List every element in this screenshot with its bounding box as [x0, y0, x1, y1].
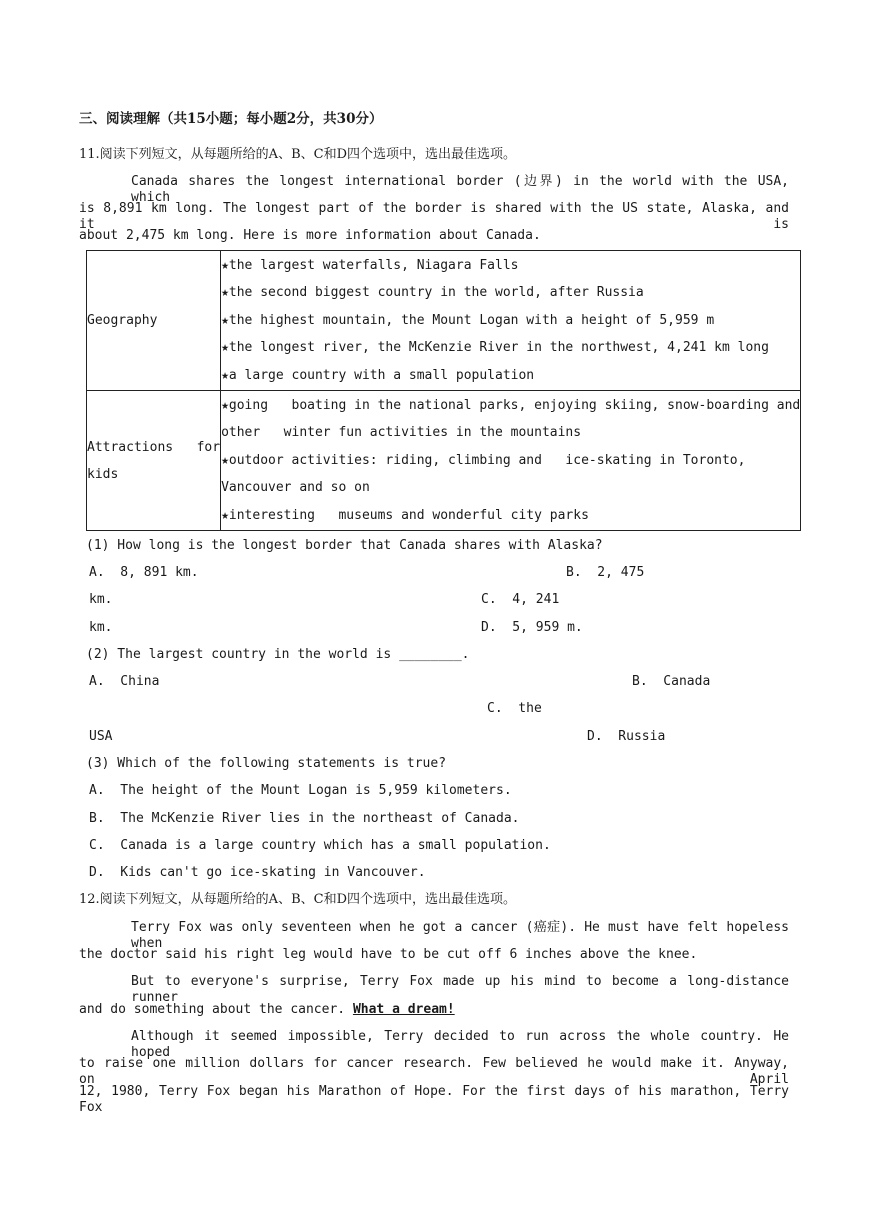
q11-1-stem: (1) How long is the longest border that Canada shares with Alaska? — [86, 538, 603, 553]
table-item: ★outdoor activities: riding, climbing and ice-skating in Toronto, — [221, 452, 746, 468]
q11-1-option-c: C. 4, 241 — [481, 592, 560, 607]
q12-p3-line-3: 12, 1980, Terry Fox began his Marathon of Hope. For the first days of his marathon, Terry Fox — [79, 1084, 789, 1115]
q11-1-option-a: A. 8, 891 km. — [89, 565, 199, 580]
table-category-attractions — [87, 391, 221, 531]
table-item: ★the highest mountain, the Mount Logan with a height of 5,959 m — [221, 312, 715, 328]
q11-3-option-a: A. The height of the Mount Logan is 5,959 kilometers. — [89, 783, 512, 798]
q11-3-option-d: D. Kids can't go ice-skating in Vancouver. — [89, 865, 426, 880]
table-category-line: Attractions for — [87, 439, 221, 455]
q12-p2-text: and do something about the cancer. — [79, 1002, 346, 1017]
table-category-geography: Geography — [87, 251, 221, 391]
table-category-line: kids — [87, 466, 119, 482]
q11-3-option-c: C. Canada is a large country which has a small population. — [89, 838, 551, 853]
q11-3-stem: (3) Which of the following statements is true? — [86, 756, 447, 771]
table-item: ★the largest waterfalls, Niagara Falls — [221, 257, 519, 273]
section-heading: 三、阅读理解（共15小题；每小题2分，共30分） — [79, 111, 383, 127]
q12-p1-line-2: the doctor said his right leg would have to be cut off 6 inches above the knee. — [79, 947, 698, 962]
table-item: ★going boating in the national parks, enjoying skiing, snow-boarding and — [221, 397, 801, 413]
table-row-geography — [87, 251, 801, 391]
q11-2-stem: (2) The largest country in the world is ________. — [86, 647, 470, 662]
canada-info-table — [86, 250, 801, 531]
table-item: ★interesting museums and wonderful city parks — [221, 507, 589, 523]
q11-1-option-b-cont: km. — [89, 592, 113, 607]
q12-p2-line-2 — [79, 1002, 455, 1018]
q11-passage-line-2: is 8,891 km long. The longest part of the border is shared with the US state, Alaska, and it is — [79, 201, 789, 232]
q11-1-option-b: B. 2, 475 — [566, 565, 645, 580]
table-item: ★the longest river, the McKenzie River in the northwest, 4,241 km long — [221, 340, 769, 356]
table-item: ★a large country with a small population — [221, 367, 535, 383]
q11-2-option-b: B. Canada — [632, 674, 711, 689]
q11-2-option-c-cont: USA — [89, 729, 113, 744]
table-items-geography — [221, 251, 801, 391]
q11-3-option-b: B. The McKenzie River lies in the northeast of Canada. — [89, 811, 520, 826]
q11-passage-line-3: about 2,475 km long. Here is more information about Canada. — [79, 228, 541, 243]
table-item: other winter fun activities in the mountains — [221, 425, 582, 441]
q11-1-option-c-cont: km. — [89, 620, 113, 635]
q12-p2-line-1: But to everyone's surprise, Terry Fox made up his mind to become a long-distance runner — [131, 974, 789, 1005]
q11-2-option-a: A. China — [89, 674, 160, 689]
q11-1-option-d: D. 5, 959 m. — [481, 620, 583, 635]
q12-p3-line-2: to raise one million dollars for cancer research. Few believed he would make it. Anyway, on April — [79, 1056, 789, 1087]
table-item: ★the second biggest country in the world, after Russia — [221, 285, 644, 301]
q11-2-option-c: C. the — [487, 701, 542, 716]
q12-p1-line-1: Terry Fox was only seventeen when he got a cancer (癌症). He must have felt hopeless when — [131, 920, 789, 951]
table-item: Vancouver and so on — [221, 480, 370, 496]
q11-passage-line-1: Canada shares the longest international border (边界) in the world with the USA, which — [131, 174, 789, 205]
q12-instruction: 12.阅读下列短文，从每题所给的A、B、C和D四个选项中，选出最佳选项。 — [79, 892, 516, 907]
q12-p3-line-1: Although it seemed impossible, Terry decided to run across the whole country. He hoped — [131, 1029, 789, 1060]
table-row-attractions — [87, 391, 801, 531]
what-a-dream-emphasis: What a dream! — [352, 1002, 455, 1017]
q11-instruction: 11.阅读下列短文，从每题所给的A、B、C和D四个选项中，选出最佳选项。 — [79, 147, 516, 162]
table-items-attractions — [221, 391, 801, 531]
q11-2-option-d: D. Russia — [587, 729, 666, 744]
